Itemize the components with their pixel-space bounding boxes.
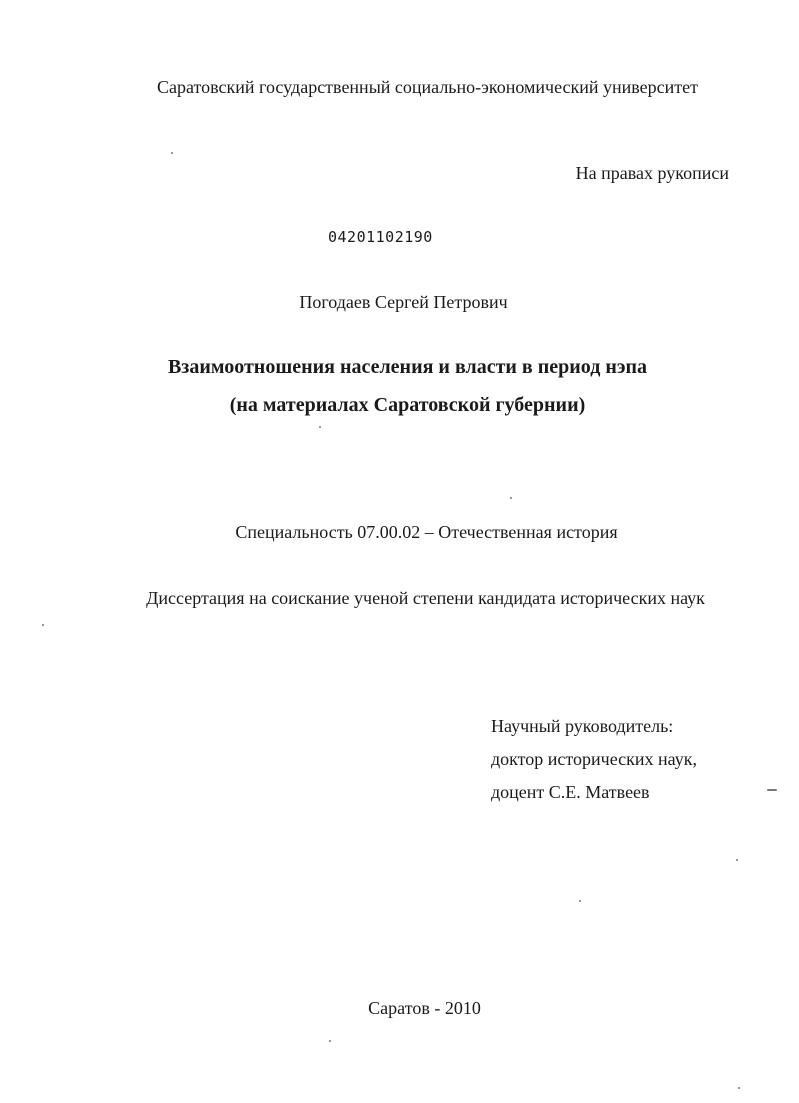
scan-speck [736, 859, 738, 861]
place-year: Саратов - 2010 [368, 998, 481, 1018]
specialty: Специальность 07.00.02 – Отечественная история [235, 522, 618, 542]
thesis-title-line1: Взаимоотношения населения и власти в период нэпа [167, 356, 648, 378]
scan-speck [42, 624, 44, 626]
scan-speck [171, 152, 173, 154]
advisor-name: доцент С.Е. Матвеев [491, 782, 650, 802]
rights-note: На правах рукописи [575, 163, 729, 183]
scan-speck [579, 900, 581, 902]
scan-speck [319, 426, 321, 428]
advisor-degree: доктор исторических наук, [491, 749, 697, 769]
scan-speck [767, 789, 777, 791]
registration-code: 04201102190 [328, 228, 433, 246]
scan-speck [510, 497, 512, 499]
advisor-block [491, 710, 697, 809]
university-name: Саратовский государственный социально-экономический университет [157, 77, 698, 97]
advisor-label: Научный руководитель: [491, 716, 674, 736]
degree-statement: Диссертация на соискание ученой степени кандидата исторических наук [146, 588, 705, 608]
scan-speck [738, 1087, 740, 1089]
thesis-title-line2: (на материалах Саратовской губернии) [229, 394, 586, 416]
author-name: Погодаев Сергей Петрович [299, 292, 508, 312]
scan-speck [329, 1040, 331, 1042]
